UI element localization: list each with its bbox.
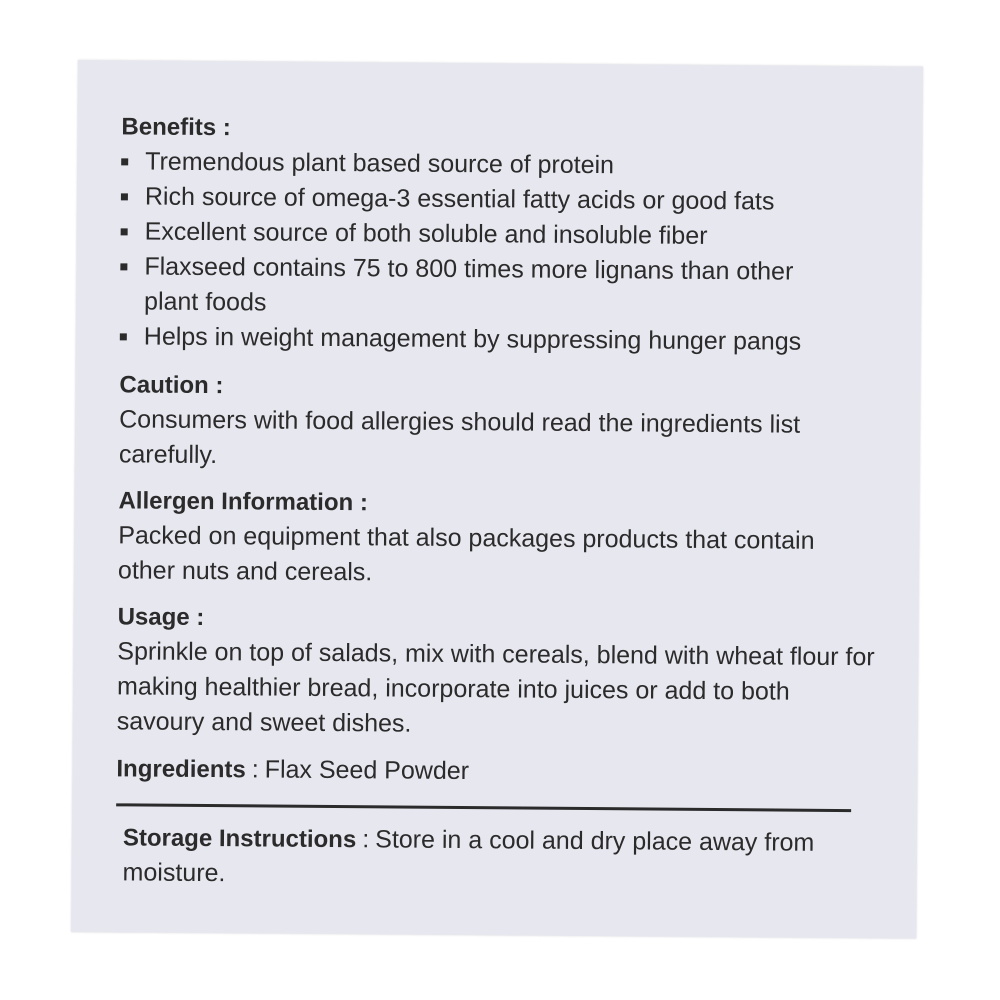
storage-separator: :: [362, 825, 370, 854]
benefits-heading: Benefits :: [121, 113, 231, 142]
bullet-square-icon: [120, 263, 127, 270]
benefits-section: [120, 110, 882, 360]
storage-heading: Storage Instructions: [122, 824, 357, 854]
caution-heading: Caution :: [119, 371, 224, 400]
allergen-section: [118, 484, 879, 594]
usage-section: [117, 600, 878, 745]
bullet-square-icon: [121, 193, 128, 200]
caution-text: Consumers with food allergies should read the ingredients list carefully.: [118, 405, 801, 470]
bullet-square-icon: [121, 228, 128, 235]
storage-text: Store in a cool and dry place away from moisture.: [122, 825, 815, 888]
usage-text: Sprinkle on top of salads, mix with cereals, blend with wheat flour for making healthier bread, incorporate into juices or add to both savoury and sweet dishes.: [116, 637, 875, 738]
allergen-heading: Allergen Information :: [118, 487, 368, 517]
usage-heading: Usage :: [117, 603, 205, 632]
ingredients-text: Flax Seed Powder: [264, 755, 470, 786]
list-item: Tremendous plant based source of protein: [121, 144, 881, 185]
allergen-text: Packed on equipment that also packages products that contain other nuts and cereals.: [117, 521, 815, 587]
list-item: Helps in weight management by suppressing hunger pangs: [120, 319, 880, 360]
list-item: Rich source of omega-3 essential fatty acids or good fats: [121, 179, 881, 220]
ingredients-heading: Ingredients: [116, 755, 246, 784]
storage-section: [122, 820, 823, 895]
list-item: Excellent source of both soluble and insoluble fiber: [121, 214, 881, 255]
ingredients-separator: :: [251, 755, 259, 784]
caution-section: [119, 368, 880, 478]
ingredients-section: [116, 751, 876, 792]
label-content: [116, 110, 881, 792]
benefits-list: [120, 144, 882, 360]
list-item: Flaxseed contains 75 to 800 times more lignans than other plant foods: [120, 249, 881, 325]
bullet-square-icon: [120, 333, 127, 340]
product-label-card: [71, 60, 923, 939]
bullet-square-icon: [121, 158, 128, 165]
divider-rule: [116, 803, 851, 812]
